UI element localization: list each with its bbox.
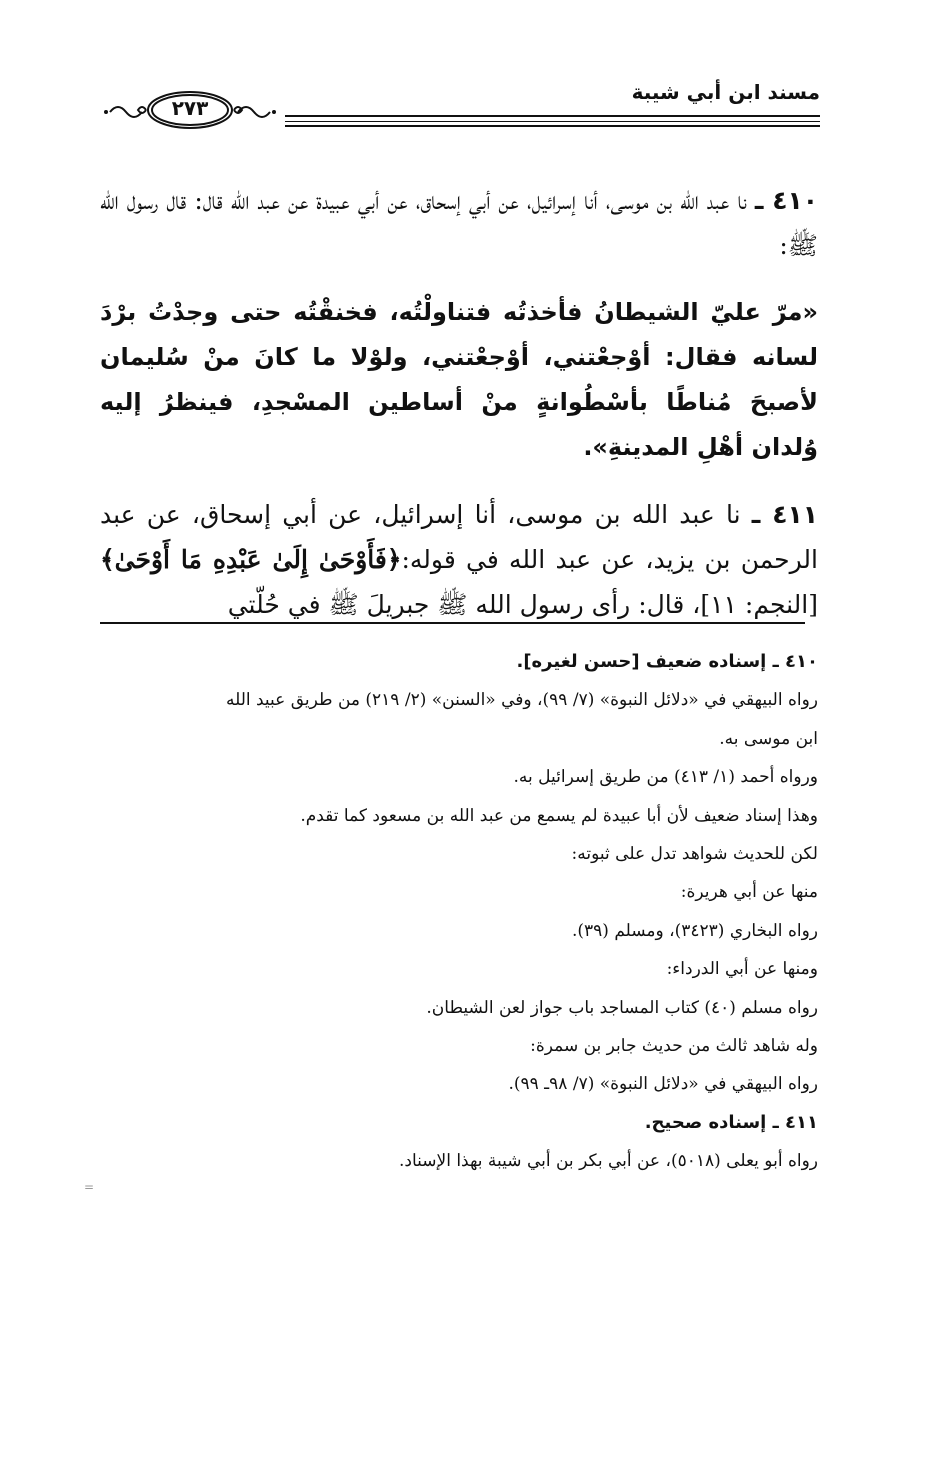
- footnote-line: رواه البخاري (٣٤٢٣)، ومسلم (٣٩).: [571, 920, 818, 941]
- header-rule: [285, 121, 820, 122]
- footnote-line: لكن للحديث شواهد تدل على ثبوته:: [571, 844, 818, 865]
- footnote-line: وهذا إسناد ضعيف لأن أبا عبيدة لم يسمع من عبد الله بن مسعود كما تقدم.: [300, 805, 818, 826]
- footnote-line: منها عن أبي هريرة:: [680, 882, 818, 903]
- book-title: مسند ابن أبي شيبة: [631, 80, 820, 104]
- quran-verse: ﴿فَأَوْحَىٰ إِلَىٰ عَبْدِهِ مَا أَوْحَىٰ﴾: [100, 545, 402, 574]
- hadith-410-isnad: [100, 178, 818, 268]
- hadith-number: ٤١٠ ـ: [754, 186, 818, 215]
- footnote-divider: [100, 622, 805, 624]
- footnote-line: رواه البيهقي في «دلائل النبوة» (٧/ ٩٩)، وفي «السنن» (٢/ ٢١٩) من طريق عبيد الله: [225, 690, 818, 711]
- isnad-text: [النجم: ١١]، قال: رأى رسول الله ﷺ جبريلَ ﷺ في حُلّتي: [227, 590, 818, 619]
- header-rule: [285, 115, 820, 117]
- footnote-line: ابن موسى به.: [719, 728, 818, 749]
- isnad-text: نا عبد الله بن موسى، أنا إسرائيل، عن أبي إسحاق، عن عبد الرحمن بن يزيد، عن عبد الله في قوله:: [100, 500, 818, 574]
- footnote-line: رواه البيهقي في «دلائل النبوة» (٧/ ٩٨ـ ٩٩).: [508, 1074, 818, 1095]
- footnote-line: وله شاهد ثالث من حديث جابر بن سمرة:: [530, 1036, 818, 1057]
- footnote-heading: ٤١١ ـ إسناده صحيح.: [644, 1111, 818, 1133]
- hadith-number: ٤١١ ـ: [751, 500, 818, 529]
- footnote-line: ومنها عن أبي الدرداء:: [666, 959, 818, 980]
- page-header: [100, 60, 820, 135]
- hadith-410-matn: «مرّ عليّ الشيطانُ فأخذتُه فتناولْتُه، فخنقْتُه حتى وجدْتُ برْدَ لسانه فقال: أوْجعْتني، أوْجعْتني، ولوْلا ما كانَ منْ سُليمان لأصبحَ مُناطًا بأسْطُوانةٍ منْ أساطين المسْجدِ، فينظرُ إليه وُلدان أهْلِ المدينةِ».: [100, 298, 818, 461]
- isnad-text: نا عبد الله بن موسى، أنا إسرائيل، عن أبي إسحاق، عن أبي عبيدة عن عبد الله قال: قال رسول الله ﷺ:: [100, 186, 818, 260]
- page-number: ٢٧٣: [171, 96, 209, 120]
- header-rule: [285, 125, 820, 127]
- footnotes: [100, 643, 818, 1181]
- hadith-411: [100, 492, 818, 627]
- footnote-line: ورواه أحمد (١/ ٤١٣) من طريق إسرائيل به.: [513, 767, 818, 788]
- footnote-line: رواه مسلم (٤٠) كتاب المساجد باب جواز لعن الشيطان.: [426, 997, 818, 1018]
- footnote-heading: ٤١٠ ـ إسناده ضعيف [حسن لغيره].: [516, 651, 818, 672]
- footnote-line: رواه أبو يعلى (٥٠١٨)، عن أبي بكر بن أبي شيبة بهذا الإسناد.: [398, 1151, 818, 1172]
- margin-mark: =: [84, 1180, 95, 1194]
- main-text: [100, 178, 818, 649]
